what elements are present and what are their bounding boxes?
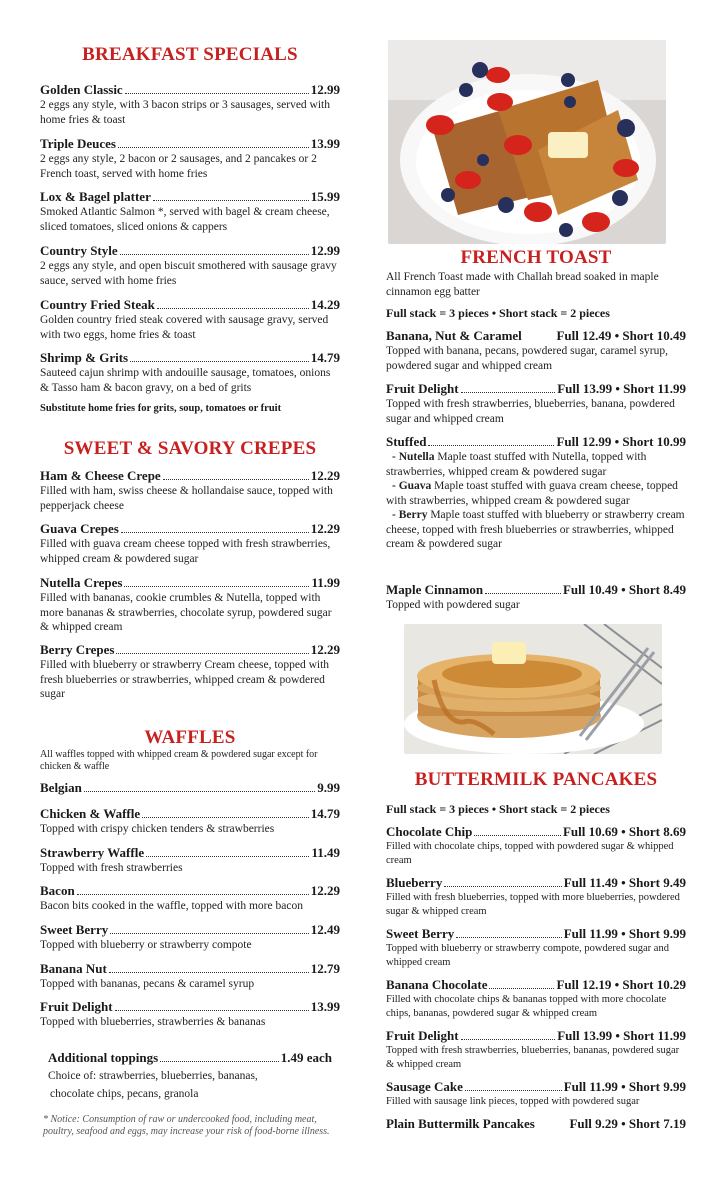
menu-item: [386, 1079, 686, 1109]
menu-item: [40, 82, 340, 127]
item-price: Full 13.99 • Short 11.99: [557, 1028, 686, 1043]
item-name: Berry Crepes: [40, 642, 115, 657]
item-name: Stuffed: [386, 434, 427, 449]
item-price: 12.99: [310, 82, 340, 97]
menu-item: [386, 824, 686, 867]
item-price: Full 11.99 • Short 9.99: [563, 926, 686, 941]
item-name: Sausage Cake: [386, 1079, 463, 1094]
item-price: Full 9.29 • Short 7.19: [569, 1116, 686, 1131]
item-price: Full 11.99 • Short 9.99: [563, 1079, 686, 1094]
item-name: Golden Classic: [40, 82, 123, 97]
menu-item: [386, 328, 686, 373]
item-name: Banana Chocolate: [386, 977, 488, 992]
stuffed-option-name: - Guava: [392, 480, 432, 492]
stuffed-option: [386, 508, 686, 552]
pancakes-heading: BUTTERMILK PANCAKES: [414, 769, 658, 790]
french-toast-stack-info: Full stack = 3 pieces • Short stack = 2 pieces: [386, 306, 610, 320]
item-desc: Filled with bananas, cookie crumbles & Nutella, topped with more bananas & strawberries, chocolate syrup, powdered sugar & whipped cream: [40, 592, 332, 633]
stuffed-option-name: - Berry: [392, 509, 428, 521]
stuffed-option-desc: Maple toast stuffed with blueberry or strawberry cream cheese, topped with fresh blueberries or strawberries, whipped cream & powdered sugar: [386, 509, 685, 550]
pancakes-photo: [404, 624, 662, 754]
stuffed-option: [386, 479, 686, 508]
menu-item: [40, 189, 340, 234]
menu-item: [40, 575, 340, 635]
item-name: Fruit Delight: [40, 999, 113, 1014]
french-toast-photo: [388, 40, 666, 244]
menu-item: [40, 806, 340, 837]
menu-item: [386, 1116, 686, 1132]
toppings-price: 1.49 each: [280, 1050, 332, 1065]
menu-item: [40, 521, 340, 566]
item-desc: Topped with fresh strawberries, blueberries, banana, powdered sugar and whipped cream: [386, 398, 675, 425]
stuffed-option-desc: Maple toast stuffed with Nutella, topped with strawberries, whipped cream & powdered sugar: [386, 451, 647, 478]
item-price: 13.99: [310, 999, 340, 1014]
item-name: Banana Nut: [40, 961, 107, 976]
item-price: Full 12.99 • Short 10.99: [556, 434, 686, 449]
item-price: 12.49: [310, 922, 340, 937]
item-price: Full 12.49 • Short 10.49: [556, 328, 686, 343]
menu-item: [40, 999, 340, 1030]
item-name: Triple Deuces: [40, 136, 116, 151]
item-desc: Golden country fried steak covered with sausage gravy, served with two eggs, home fries & toast: [40, 314, 329, 341]
item-price: 15.99: [310, 189, 340, 204]
menu-item: [40, 243, 340, 288]
item-desc: Topped with bananas, pecans & caramel syrup: [40, 978, 255, 990]
food-notice: * Notice: Consumption of raw or undercooked food, including meat, poultry, seafood and eggs, may increase your risk of food-borne illness.: [43, 1114, 330, 1137]
item-price: 14.79: [310, 806, 340, 821]
menu-item: [40, 845, 340, 876]
item-price: 11.49: [311, 845, 340, 860]
french-toast-intro: All French Toast made with Challah bread soaked in maple cinnamon egg batter: [386, 271, 659, 298]
stuffed-option-name: - Nutella: [392, 451, 435, 463]
item-price: Full 11.49 • Short 9.49: [563, 875, 686, 890]
item-name: Country Fried Steak: [40, 297, 155, 312]
menu-item: [40, 136, 340, 181]
menu-item: [386, 1028, 686, 1071]
breakfast-specials-heading: BREAKFAST SPECIALS: [82, 44, 298, 65]
item-name: Plain Buttermilk Pancakes: [386, 1116, 535, 1131]
item-desc: Filled with sausage link pieces, topped with powdered sugar: [386, 1096, 640, 1107]
menu-item: [40, 780, 340, 796]
menu-item: [386, 381, 686, 426]
toppings-line1: Choice of: strawberries, blueberries, bananas,: [48, 1070, 258, 1082]
waffles-heading: WAFFLES: [144, 727, 236, 748]
waffles-note: All waffles topped with whipped cream & powdered sugar except for chicken & waffle: [40, 749, 318, 772]
pancakes-stack-info: Full stack = 3 pieces • Short stack = 2 pieces: [386, 802, 610, 816]
item-name: Strawberry Waffle: [40, 845, 145, 860]
item-price: 11.99: [311, 575, 340, 590]
item-desc: Topped with banana, pecans, powdered sugar, caramel syrup, powdered sugar and whipped cream: [386, 345, 668, 372]
additional-toppings: [48, 1050, 332, 1102]
item-desc: Topped with fresh strawberries, blueberries, bananas, powdered sugar & whipped cream: [386, 1045, 680, 1070]
menu-item: [386, 926, 686, 969]
item-desc: Smoked Atlantic Salmon *, served with bagel & cream cheese, sliced tomatoes, sliced onions & cappers: [40, 206, 330, 233]
item-name: Belgian: [40, 780, 82, 795]
item-desc: Topped with fresh strawberries: [40, 862, 183, 874]
item-name: Bacon: [40, 883, 75, 898]
item-price: Full 12.19 • Short 10.29: [556, 977, 686, 992]
item-desc: Sauteed cajun shrimp with andouille sausage, tomatoes, onions & Tasso ham & bacon gravy, on a bed of grits: [40, 367, 331, 394]
item-name: Shrimp & Grits: [40, 350, 129, 365]
menu-item: [386, 875, 686, 918]
item-price: 13.99: [310, 136, 340, 151]
item-desc: Bacon bits cooked in the waffle, topped with more bacon: [40, 900, 303, 912]
toppings-line2: chocolate chips, pecans, granola: [50, 1088, 199, 1100]
item-name: Country Style: [40, 243, 118, 258]
menu-item: [40, 961, 340, 992]
french-toast-heading: FRENCH TOAST: [460, 247, 612, 268]
item-desc: Filled with blueberry or strawberry Cream cheese, topped with fresh blueberries or strawberries, whipped cream & powdered sugar: [40, 659, 330, 700]
stuffed-option: [386, 450, 686, 479]
item-desc: Filled with chocolate chips, topped with powdered sugar & whipped cream: [386, 841, 674, 866]
item-desc: 2 eggs any style, 2 bacon or 2 sausages, and 2 pancakes or 2 French toast, served with home fries: [40, 153, 317, 180]
item-name: Banana, Nut & Caramel: [386, 328, 522, 343]
item-price: Full 10.49 • Short 8.49: [562, 582, 686, 597]
item-price: 14.79: [310, 350, 340, 365]
item-name: Sweet Berry: [40, 922, 109, 937]
item-desc: Topped with blueberry or strawberry compote: [40, 939, 252, 951]
item-desc: Filled with guava cream cheese topped with fresh strawberries, whipped cream & powdered sugar: [40, 538, 331, 565]
item-name: Fruit Delight: [386, 381, 459, 396]
item-name: Maple Cinnamon: [386, 582, 484, 597]
item-name: Ham & Cheese Crepe: [40, 468, 161, 483]
stuffed-option-desc: Maple toast stuffed with guava cream cheese, topped with strawberries, whipped cream & powdered sugar: [386, 480, 678, 507]
item-price: 12.29: [310, 521, 340, 536]
menu-item: [386, 434, 686, 552]
item-desc: Filled with ham, swiss cheese & hollandaise sauce, topped with pepperjack cheese: [40, 485, 333, 512]
item-name: Chicken & Waffle: [40, 806, 141, 821]
item-name: Chocolate Chip: [386, 824, 473, 839]
menu-item: [40, 883, 340, 914]
item-price: Full 10.69 • Short 8.69: [562, 824, 686, 839]
item-price: 12.29: [310, 468, 340, 483]
menu-item: [40, 642, 340, 702]
item-price: 12.99: [310, 243, 340, 258]
item-desc: Topped with blueberries, strawberries & bananas: [40, 1016, 266, 1028]
menu-item: [386, 582, 686, 613]
item-desc: 2 eggs any style, and open biscuit smothered with sausage gravy sauce, served with home fries: [40, 260, 337, 287]
item-desc: Filled with fresh blueberries, topped with more blueberries, powdered sugar & whipped cream: [386, 892, 680, 917]
item-desc: 2 eggs any style, with 3 bacon strips or 3 sausages, served with home fries & toast: [40, 99, 331, 126]
item-name: Fruit Delight: [386, 1028, 459, 1043]
menu-item: [386, 977, 686, 1020]
item-desc: Topped with blueberry or strawberry compote, powdered sugar and whipped cream: [386, 943, 669, 968]
item-name: Nutella Crepes: [40, 575, 123, 590]
item-desc: Topped with crispy chicken tenders & strawberries: [40, 823, 275, 835]
item-name: Guava Crepes: [40, 521, 119, 536]
item-name: Blueberry: [386, 875, 443, 890]
item-price: 9.99: [317, 780, 340, 795]
item-price: 12.79: [310, 961, 340, 976]
item-name: Sweet Berry: [386, 926, 455, 941]
item-desc: Topped with powdered sugar: [386, 599, 520, 611]
menu-item: [40, 468, 340, 513]
menu-item: [40, 350, 340, 395]
substitute-note: Substitute home fries for grits, soup, tomatoes or fruit: [40, 403, 282, 414]
item-desc: Filled with chocolate chips & bananas topped with more chocolate chips, bananas, powdered sugar & whipped cream: [386, 994, 667, 1019]
item-price: 12.29: [310, 883, 340, 898]
crepes-heading: SWEET & SAVORY CREPES: [63, 438, 317, 459]
item-name: Lox & Bagel platter: [40, 189, 151, 204]
menu-item: [40, 922, 340, 953]
item-price: Full 13.99 • Short 11.99: [557, 381, 686, 396]
menu-item: [40, 297, 340, 342]
item-price: 14.29: [310, 297, 340, 312]
toppings-label: Additional toppings: [48, 1050, 159, 1065]
item-price: 12.29: [310, 642, 340, 657]
